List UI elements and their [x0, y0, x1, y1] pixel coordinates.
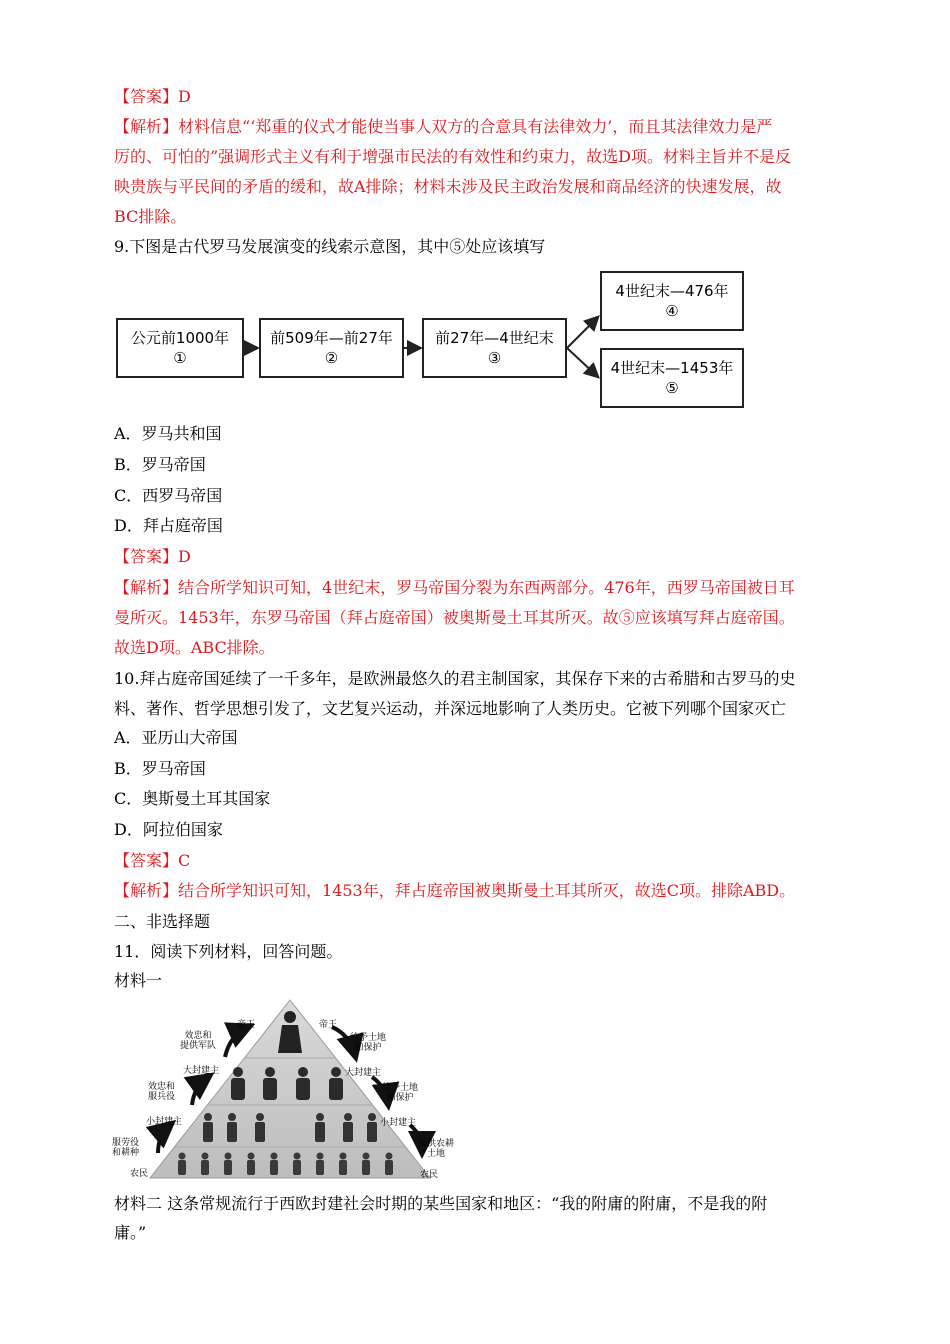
- box-number: ②: [324, 349, 339, 367]
- box-period: 公元前1000年: [130, 329, 230, 347]
- pyramid-label-loyal-service: [148, 1082, 175, 1102]
- q10-option-c: C．奥斯曼土耳其国家: [114, 789, 271, 808]
- box-number: ①: [173, 349, 187, 367]
- arrow-up-left-1: [225, 1027, 248, 1057]
- pyramid-label-emperor-right: 帝王: [319, 1020, 338, 1030]
- analysis-text: 结合所学知识可知，1453年，拜占庭帝国被奥斯曼土耳其所灭，故选C项。排除ABD。: [178, 881, 796, 900]
- pyramid-label-give-land-1: [350, 1033, 386, 1053]
- q9-analysis-line-3: 故选D项。ABC排除。: [114, 638, 275, 657]
- label-line: 和保护: [386, 1093, 414, 1103]
- arrow-up-left-3: [158, 1125, 170, 1153]
- label-line: 效忠和: [148, 1082, 176, 1092]
- pyramid-label-emperor-left: 帝王: [237, 1020, 256, 1030]
- label-line: 和耕种: [112, 1148, 140, 1158]
- analysis-tag: 【解析】: [114, 117, 179, 136]
- q9-option-c: C．西罗马帝国: [114, 486, 223, 505]
- answer-tag: 【答案】: [114, 851, 179, 870]
- q9-answer: [114, 546, 191, 568]
- answer-tag: 【答案】: [114, 87, 179, 106]
- label-line: 服劳役: [112, 1138, 140, 1148]
- analysis-tag: 【解析】: [114, 881, 179, 900]
- analysis-text: 结合所学知识可知，4世纪末，罗马帝国分裂为东西两部分。476年，西罗马帝国被日耳: [178, 578, 795, 597]
- box-period: 4世纪末—476年: [615, 282, 729, 300]
- section-title: 二、非选择题: [114, 912, 211, 931]
- answer-value: C: [178, 851, 191, 870]
- label-line: 提供农耕: [418, 1139, 455, 1149]
- pyramid-label-provide-land: [418, 1139, 454, 1159]
- q10-option-b: B．罗马帝国: [114, 759, 206, 778]
- pyramid-label-farmer-left: 农民: [130, 1169, 149, 1179]
- label-line: 服兵役: [148, 1092, 176, 1102]
- answer-value: D: [178, 547, 191, 566]
- q10-stem-line-2: 料、著作、哲学思想引发了，文艺复兴运动，并深远地影响了人类历史。它被下列哪个国家灭亡: [114, 699, 787, 718]
- label-line: 土地: [427, 1149, 446, 1159]
- label-line: 提供军队: [180, 1041, 217, 1051]
- q9-option-b: B．罗马帝国: [114, 455, 206, 474]
- pyramid-label-big-lord-right: 大封建主: [345, 1068, 382, 1078]
- q9-analysis-line-1: [114, 577, 795, 599]
- q8-analysis-line-2: 厉的、可怕的”强调形式主义有利于增强市民法的有效性和约束力，故选D项。材料主旨并不是反: [114, 147, 792, 166]
- arrow-up-left-2: [192, 1077, 208, 1105]
- material2-line-2: 庸。”: [114, 1223, 147, 1242]
- label-line: 和保护: [354, 1043, 382, 1053]
- box-number: ③: [487, 349, 502, 367]
- q10-analysis: [114, 880, 795, 902]
- q10-option-a: A．亚历山大帝国: [114, 728, 238, 747]
- pyramid-label-farmer-right: 农民: [420, 1170, 439, 1180]
- answer-value: D: [178, 87, 191, 106]
- box-period: 4世纪末—1453年: [610, 359, 734, 377]
- arrow-3-4: [567, 318, 597, 348]
- arrow-3-5: [567, 348, 597, 376]
- label-line: 给予土地: [382, 1083, 419, 1093]
- q9-option-a: A．罗马共和国: [114, 424, 222, 443]
- pyramid-label-give-land-2: [382, 1083, 418, 1103]
- pyramid-label-labor-farm: [112, 1138, 139, 1158]
- label-line: 给予土地: [350, 1033, 387, 1043]
- box-number: ⑤: [665, 379, 679, 397]
- box-number: ④: [665, 302, 679, 320]
- material2-line-1: 材料二 这条常规流行于西欧封建社会时期的某些国家和地区：“我的附庸的附庸，不是我的附: [114, 1194, 768, 1213]
- timeline-arrows: [0, 0, 950, 430]
- pyramid-label-big-lord-left: 大封建主: [183, 1066, 220, 1076]
- pyramid-label-small-lord-left: 小封建主: [146, 1117, 183, 1127]
- q8-analysis-line-3: 映贵族与平民间的矛盾的缓和，故A排除；材料未涉及民主政治发展和商品经济的快速发展，故: [114, 177, 782, 196]
- answer-tag: 【答案】: [114, 547, 179, 566]
- pyramid-label-small-lord-right: 小封建主: [380, 1118, 417, 1128]
- pyramid-label-loyal-army: [180, 1031, 216, 1051]
- q10-answer: [114, 850, 190, 872]
- q8-analysis-line-4: BC排除。: [114, 207, 187, 226]
- q10-option-d: D．阿拉伯国家: [114, 820, 223, 839]
- analysis-text: 材料信息“‘郑重的仪式才能使当事人双方的合意具有法律效力’，而且其法律效力是严: [178, 117, 773, 136]
- label-line: 效忠和: [184, 1031, 212, 1041]
- box-period: 前27年—4世纪末: [435, 329, 554, 347]
- q10-stem-line-1: 10.拜占庭帝国延续了一千多年，是欧洲最悠久的君主制国家，其保存下来的古希腊和古罗马的史: [114, 669, 796, 688]
- q9-analysis-line-2: 曼所灭。1453年，东罗马帝国（拜占庭帝国）被奥斯曼土耳其所灭。故⑤应该填写拜占庭帝国。: [114, 608, 795, 627]
- q11-stem: 11．阅读下列材料，回答问题。: [114, 942, 343, 961]
- box-period: 前509年—前27年: [270, 329, 393, 347]
- q9-option-d: D．拜占庭帝国: [114, 516, 223, 535]
- q9-stem: 9.下图是古代罗马发展演变的线索示意图，其中⑤处应该填写: [114, 237, 546, 256]
- material1-label: 材料一: [114, 971, 163, 990]
- analysis-tag: 【解析】: [114, 578, 179, 597]
